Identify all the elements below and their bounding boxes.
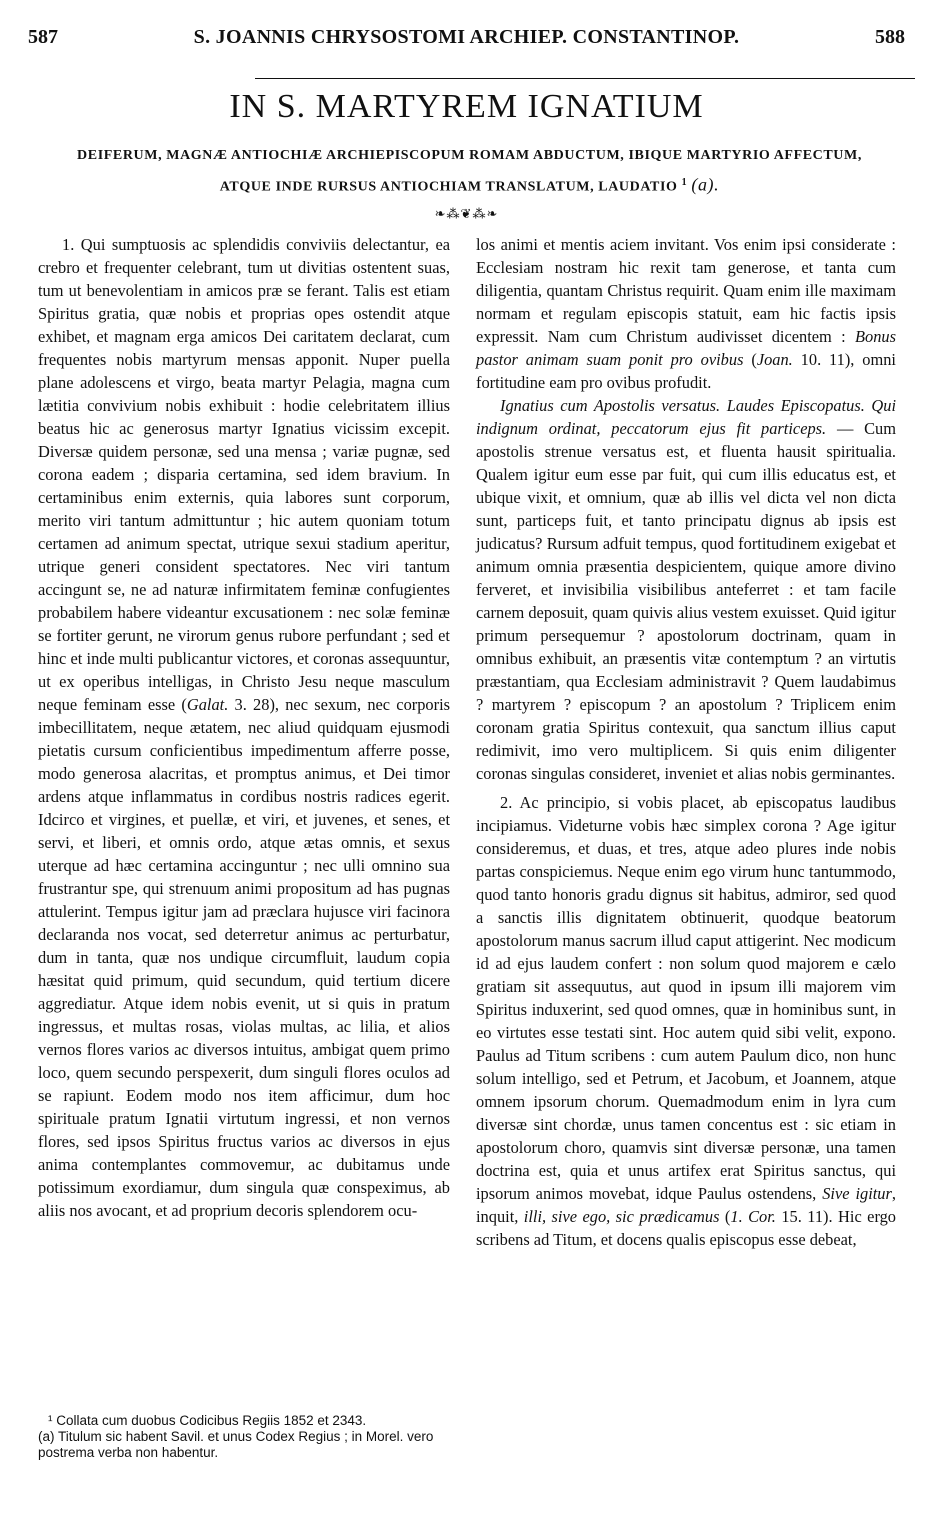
- ref-joan-rest: 10. 11), omni fortitudine eam pro ovibus profudit.: [476, 350, 896, 392]
- paragraph-1-text: 1. Qui sumptuosis ac splendidis conviviis delectantur, ea crebro et frequenter celebrant, tum ut divitias ostentent suas, tum ut benevolentiam in amicos præ se ferant. Talis est etiam Spiritus gratia, quæ nobis et proprias opes ostendit atque exhibet, et magnam erga amicos Dei caritatem declarat, cum frequentes nobis martyrum mensas apponit. Nuper puella plane adolescens et virgo, beata martyr Pelagia, magna cum lætitia convivium nobis exhibuit : hodie celebritatem illius beatus hic ac generosus martyr Ignatius vicissim excepit. Diversæ quidem personæ, sed una mensa ; variæ pugnæ, sed corona eadem ; disparia certamina, sed idem bravium. In certaminibus enim externis, quia labores sunt corporum, merito viri tantum admittuntur ; hic autem quoniam totum certamen ad animum spectat, utrique sexui stadium aperitur, utrique generi consident spectatores. Nec viri tantum accingunt se, ne ad naturæ infirmitatem feminæ confugientes probabilem habere videantur excusationem : nec solæ feminæ se fortiter gerunt, ne virorum genus rubore perfundant ; sed et hinc et inde multi publicantur victores, et coronas assequuntur, ut ex operibus intelligas, in Christo Jesu neque masculum neque feminam esse (: [38, 235, 450, 714]
- paragraph-1: [38, 233, 450, 1222]
- right-column: [476, 233, 896, 1251]
- right-paragraph-ignatius: [476, 394, 896, 785]
- right-text-1: los animi et mentis aciem invitant. Vos enim ipsi considerate : Ecclesiam nostram hic rexit tam generose, et tanta cum diligentia, quantam Christus requirit. Quam enim ille maximam normam et regulam episcopis statuit, eam hic factis ipsis expressit. Nam cum Christum audivisset dicentem :: [476, 235, 896, 346]
- paragraph-1-text-continued: 3. 28), nec sexum, nec corporis imbecillitatem, neque ætatem, nec aliud quidquam ejusmodi pietatis cursum conficientibus impedimentum afferre posse, modo generosa alacritas, et promptus animus, et Dei timor ardens atque inflammatus in cordibus nostris radices egerit. Idcirco et virgines, et puellæ, et viri, et juvenes, et senes, et servi, et liberi, et omnis ordo, atque ætas omnis, et sexus uterque ad hæc certamina accinguntur ; nec ulli omnino sua frustrantur spe, qui strenuum animi propositum ad has pugnas attulerint. Tempus igitur jam ad præclara hujusce viri facinora declaranda nos vocat, sed deterretur animus ac perturbatur, dum in tanta, quæ nos undique circumfluit, laudum copia hæsitat quid primum, quid secundum, quid tertium dicere aggrediatur. Atque idem nobis evenit, ut si quis in pratum ingressus, et multas rosas, violas multas, ac lilia, et alios vernos flores varios ac diversos intuitus, ambigat quem primo loco, quem secundo perspexerit, dum singuli flores oculos ad se rapiunt. Eodem modo nos item afficimur, dum hoc spirituale pratum Ignatii virtutum ingressi, et non vernos flores, sed ipsos Spiritus fructus varios ac diversos in ejus anima contemplantes commovemur, ac dubitamus unde potissimum exordiamur, dum singula quæ conspeximus, ab aliis nos avocant, et ad proprium decoris splendorem ocu-: [38, 695, 451, 1220]
- footnotes: [38, 1413, 450, 1461]
- reference-joan: Joan.: [756, 350, 793, 369]
- left-column: [38, 233, 450, 1222]
- quote-sive-igitur: Sive igitur: [822, 1184, 892, 1203]
- section-heading-italic: Ignatius cum Apostolis versatus. Laudes Episcopatus. Qui indignum ordinat, peccatorum ejus fit particeps.: [476, 396, 896, 438]
- quote-sive-ego: illi, sive ego, sic prædicamus: [523, 1207, 720, 1226]
- footnote-mark: 1: [681, 177, 688, 188]
- page-number-right: 588: [874, 25, 905, 48]
- right-paragraph-continuation: [476, 233, 896, 394]
- footnote-mark-a: (a).: [691, 174, 720, 195]
- ref-cor-open: (: [719, 1207, 731, 1226]
- quote-bonus-pastor: Bonus pastor animam suam ponit pro ovibus: [476, 327, 896, 369]
- footnote-a: (a) Titulum sic habent Savil. et unus Codex Regius ; in Morel. vero postrema verba non habentur.: [38, 1429, 434, 1460]
- subtitle-line-2: [36, 169, 903, 201]
- paragraph-2: [476, 791, 896, 1251]
- ornament-divider: ❧⁂❦⁂❧: [434, 206, 499, 221]
- ref-cor-rest: 15. 11). Hic ergo scribens ad Titum, et docens qualis episcopus esse debeat,: [476, 1207, 896, 1249]
- right-text-4: , inquit,: [476, 1184, 896, 1226]
- right-text-3: 2. Ac principio, si vobis placet, ab episcopatus laudibus incipiamus. Videturne vobis hæc simplex corona ? Age igitur consideremus, et duas, et tres, atque adeo plures inde nobis partas conspiciemus. Neque enim ego virum hunc tantummodo, quod tanto honoris gradu dignus sit habitus, admiror, sed quod a sanctis illis dignitatem obtinuerit, quodque beatorum apostolorum manus sacrum illud caput attigerint. Nec modicum id ad ejus laudem confert : non solum quod majorem e cælo gratiam sit assequutus, aut quod in ipsum illi majorem vim Spiritus induxerint, sed quod omnes, quæ in hominibus sunt, in eo virtutes esse testati sint. Hoc autem quid sibi velit, expono. Paulus ad Titum scribens : cum autem Paulum dico, non hunc solum intelligo, sed et Petrum, et Jacobum, et Joannem, atque omnem ipsorum chorum. Quemadmodum enim in lyra cum diversæ sint chordæ, unus tamen concentus est : sic etiam in apostolorum choro, quamvis sint diversæ personæ, una tamen doctrina est, quia et unus artifex erat Spiritus sanctus, qui ipsorum animos movebat, idque Paulus ostendens,: [476, 793, 896, 1203]
- subtitle-line-2-text: ATQUE INDE RURSUS ANTIOCHIAM TRANSLATUM, LAUDATIO: [219, 179, 678, 195]
- right-text-2: — Cum apostolis strenue versatus est, et fluenta hausit spiritualia. Qualem igitur eum esse par fuit, qui cum illis educatus est, et ubique vixit, et omnium, quæ ab illis vel dicta vel non dicta sunt, particeps fuit, et tanto principatu dignus ab ipsis est judicatus? Rursum adfuit tempus, quod fortitudinem exigebat et animum omnia præsentia despicientem, quique amore divino ferveret, et invisibilia visibilibus anteferret : et tam facile carnem deposuit, quam quivis alius vestem exuisset. Quid igitur primum persequemur ? apostolorum doctrinam, quam in omnibus exhibuit, an præsentis vitæ contemptum ? an virtutis præstantiam, qua Ecclesiam administravit ? Quem laudabimus ? martyrem ? episcopum ? an apostolum ? Triplicem enim coronam gratia Spiritus contexuit, qua sanctum illius caput redimivit, imo vero multiplicem. Si quis enim diligenter coronas singulas consideret, inveniet et alias nobis germinantes.: [476, 419, 896, 783]
- footnote-1: ¹ Collata cum duobus Codicibus Regiis 1852 et 2343.: [48, 1413, 367, 1428]
- reference-galat: Galat.: [186, 695, 229, 714]
- reference-cor: 1. Cor.: [730, 1207, 776, 1226]
- ref-joan-open: (: [743, 350, 757, 369]
- subtitle-line-1: DEIFERUM, MAGNÆ ANTIOCHIÆ ARCHIEPISCOPUM ROMAM ABDUCTUM, IBIQUE MARTYRIO AFFECTUM,: [77, 148, 862, 163]
- document-subtitle: [36, 142, 903, 201]
- running-head: [28, 22, 905, 52]
- running-title: S. JOANNIS CHRYSOSTOMI ARCHIEP. CONSTANTINOP.: [193, 25, 740, 48]
- header-rule: [255, 78, 915, 79]
- document-title: IN S. MARTYREM IGNATIUM: [229, 88, 704, 125]
- page-number-left: 587: [28, 25, 58, 48]
